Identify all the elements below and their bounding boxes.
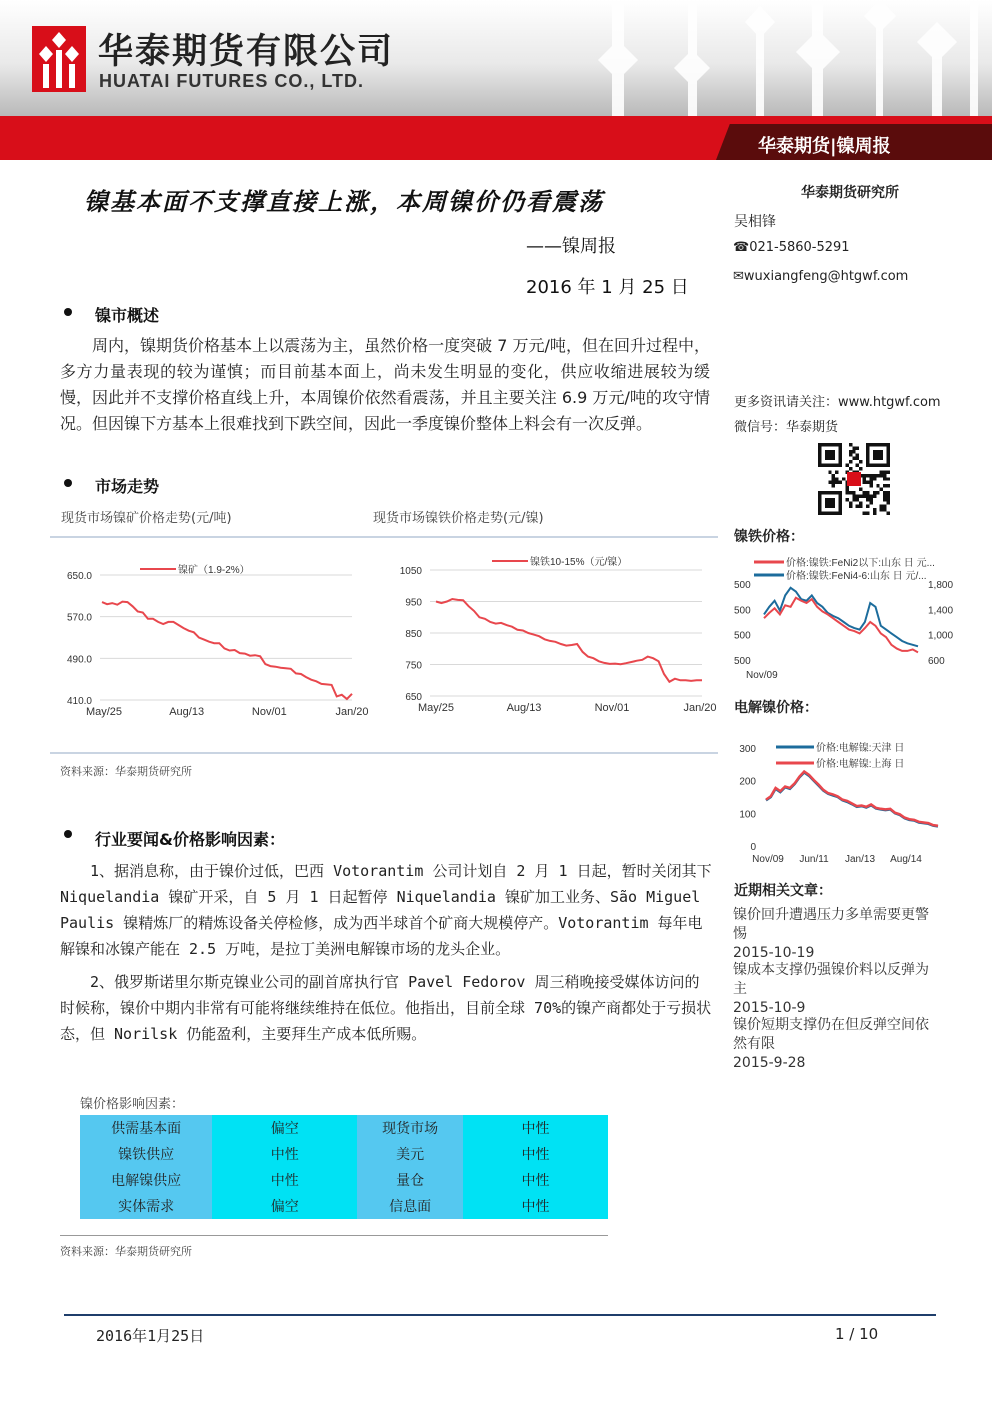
x-tick-label: Nov/01	[594, 702, 630, 714]
table-cell: 中性	[212, 1167, 357, 1193]
y-tick-label: 850	[405, 629, 422, 640]
data-source-note: 资料来源：华泰期货研究所	[60, 1245, 192, 1258]
table-cell: 中性	[463, 1141, 608, 1167]
section-heading-overview: 镍市概述	[95, 306, 160, 325]
wechat-id: 微信号：华泰期货	[734, 420, 839, 435]
chart-top-rule	[50, 536, 718, 538]
section-heading-trend: 市场走势	[95, 477, 160, 496]
legend-label: 价格:电解镍:上海 日	[816, 759, 905, 770]
x-tick-label: Jan/13	[844, 854, 876, 865]
analyst-phone: ☎021-5860-5291	[733, 240, 850, 255]
x-tick-label: Aug/14	[890, 854, 922, 865]
legend-label: 价格:电解镍:天津 日	[816, 743, 905, 754]
bullet-icon	[64, 308, 72, 316]
factor-table-caption: 镍价格影响因素：	[80, 1097, 185, 1112]
nickel-ore-price-chart	[54, 550, 372, 722]
section-heading-news: 行业要闻&价格影响因素：	[95, 830, 285, 849]
qr-logo	[847, 472, 861, 486]
footer-rule	[64, 1314, 936, 1316]
news-paragraph: 2、俄罗斯诺里尔斯克镍业公司的副首席执行官 Pavel Fedorov 周三稍晚接受媒体访问的时候称，镍价中期内非常有可能将继续维持在低位。他指出，目前全球 70%的镍产商都处于亏损状态，但 Norilsk 仍能盈利，主要拜生产成本低所赐。	[60, 973, 712, 1043]
y-tick-label: 100	[739, 809, 756, 821]
table-cell: 中性	[212, 1141, 357, 1167]
y-tick-label: 1050	[399, 566, 422, 577]
x-tick-label: Jan/20	[335, 706, 369, 718]
report-date: 2016 年 1 月 25 日	[526, 277, 689, 298]
table-cell: 信息面	[357, 1193, 463, 1219]
y-tick-label: 500	[734, 605, 751, 617]
header-decoration	[560, 0, 992, 116]
x-tick-label: Jan/20	[683, 702, 717, 714]
bullet-icon	[64, 830, 72, 838]
series-line	[764, 598, 918, 653]
x-tick-label: Nov/09	[752, 854, 784, 865]
table-cell: 现货市场	[357, 1115, 463, 1141]
y-tick-label: 1,800	[928, 580, 954, 591]
table-cell: 实体需求	[80, 1193, 212, 1219]
company-logo	[32, 26, 86, 92]
ni-iron-price-chart	[732, 552, 958, 682]
y-tick-label: 1,400	[928, 605, 954, 617]
table-row	[80, 1115, 608, 1141]
series-line	[764, 588, 918, 647]
legend-label: 价格:镍铁:FeNi2以下:山东 日 元...	[786, 558, 935, 569]
series-line	[766, 773, 938, 827]
page-number: 1 / 10	[835, 1325, 879, 1343]
footer-date: 2016年1月25日	[96, 1327, 205, 1345]
overview-paragraph: 周内，镍期货价格基本上以震荡为主，虽然价格一度突破 7 万元/吨，但在回升过程中，多方力量表现的较为谨慎；而目前基本面上，尚未发生明显的变化，供应收缩进展较为缓慢，因此并不支撑价格直线上升，本周镍价依然看震荡，并且主要关注 6.9 万元/吨的攻守情况。但因镍下方基本上很难找到下跌空间，因此一季度镍价整体上料会有一次反弹。	[60, 336, 710, 433]
y-tick-label: 300	[739, 744, 756, 755]
x-tick-label: Nov/01	[251, 706, 287, 718]
table-row	[80, 1167, 608, 1193]
chart-bottom-rule	[50, 752, 718, 754]
table-cell: 镍铁供应	[80, 1141, 212, 1167]
legend-label: 镍矿（1.9-2%）	[178, 565, 250, 576]
more-info-link[interactable]: 更多资讯请关注：www.htgwf.com	[734, 395, 941, 410]
report-title: 镍基本面不支撑直接上涨，本周镍价仍看震荡	[84, 187, 604, 216]
y-tick-label: 500	[734, 580, 751, 591]
legend-label: 镍铁10-15%（元/镍）	[530, 557, 628, 568]
news-paragraph: 1、据消息称，由于镍价过低，巴西 Votorantim 公司计划自 2 月 1 日起，暂时关闭其下 Niquelandia 镍矿开采，自 5 月 1 日起暂停 Niquelandia 镍矿加工业务、São Miguel Paulis 镍精炼厂的精炼设备关停检修，成为西半球首个矿商大规模停产。Votorantim 每年电解镍和冰镍产能在 2.5 万吨，是拉丁美洲电解镍市场的龙头企业。	[60, 862, 712, 958]
y-tick-label: 500	[734, 630, 751, 642]
related-article[interactable]: 镍价短期支撑仍在但反弹空间依然有限 2015-9-28	[733, 1017, 929, 1071]
report-subtitle: ——镍周报	[526, 236, 616, 257]
ni-iron-price-heading: 镍铁价格：	[734, 529, 804, 545]
y-tick-label: 750	[405, 660, 422, 672]
table-cell: 电解镍供应	[80, 1167, 212, 1193]
company-name-en: HUATAI FUTURES CO., LTD.	[99, 71, 364, 91]
related-article[interactable]: 镍成本支撑仍强镍价料以反弹为主 2015-10-9	[733, 962, 929, 1016]
table-cell: 中性	[463, 1193, 608, 1219]
data-source-note: 资料来源：华泰期货研究所	[60, 765, 192, 778]
legend-label: 价格:镍铁:FeNi4-6:山东 日 元/...	[786, 571, 927, 582]
analyst-email[interactable]: ✉wuxiangfeng@htgwf.com	[733, 269, 909, 284]
ore-chart-caption: 现货市场镍矿价格走势(元/吨)	[61, 511, 232, 526]
company-name-cn: 华泰期货有限公司	[98, 32, 395, 72]
related-articles-heading: 近期相关文章：	[734, 883, 832, 899]
series-line	[436, 599, 702, 682]
table-cell: 中性	[463, 1167, 608, 1193]
table-cell: 偏空	[212, 1115, 357, 1141]
x-tick-label: May/25	[417, 702, 455, 714]
x-tick-label: Aug/13	[169, 706, 205, 718]
iron-chart-caption: 现货市场镍铁价格走势(元/镍)	[373, 511, 544, 526]
electrolytic-ni-price-heading: 电解镍价格：	[734, 700, 818, 716]
y-tick-label: 650	[405, 692, 422, 703]
electrolytic-ni-price-chart	[732, 736, 958, 868]
table-row	[80, 1141, 608, 1167]
series-line	[766, 772, 938, 826]
table-cell: 供需基本面	[80, 1115, 212, 1141]
table-cell: 偏空	[212, 1193, 357, 1219]
y-tick-label: 200	[739, 776, 756, 788]
x-tick-label: Nov/09	[746, 670, 778, 681]
table-cell: 量仓	[357, 1167, 463, 1193]
table-row	[80, 1193, 608, 1219]
y-tick-label: 500	[734, 656, 751, 667]
y-tick-label: 0	[750, 842, 756, 853]
x-tick-label: May/25	[85, 706, 123, 718]
report-series-tag: 华泰期货|镍周报	[758, 136, 891, 157]
y-tick-label: 570.0	[66, 612, 92, 624]
institute-name: 华泰期货研究所	[801, 185, 899, 201]
qr-code	[818, 443, 890, 515]
y-tick-label: 1,000	[928, 630, 954, 642]
analyst-name: 吴相锋	[734, 214, 776, 230]
related-article[interactable]: 镍价回升遭遇压力多单需要更警惕 2015-10-19	[733, 907, 929, 961]
table-cell: 美元	[357, 1141, 463, 1167]
nickel-iron-price-chart	[380, 548, 720, 722]
price-factor-table	[80, 1115, 608, 1219]
y-tick-label: 490.0	[66, 654, 92, 666]
y-tick-label: 650.0	[66, 571, 92, 582]
table-bottom-rule	[60, 1235, 608, 1236]
x-tick-label: Aug/13	[506, 702, 542, 714]
x-tick-label: Jun/11	[799, 854, 829, 865]
y-tick-label: 950	[405, 597, 422, 609]
y-tick-label: 410.0	[66, 696, 92, 707]
table-cell: 中性	[463, 1115, 608, 1141]
bullet-icon	[64, 479, 72, 487]
y-tick-label: 600	[928, 656, 945, 667]
